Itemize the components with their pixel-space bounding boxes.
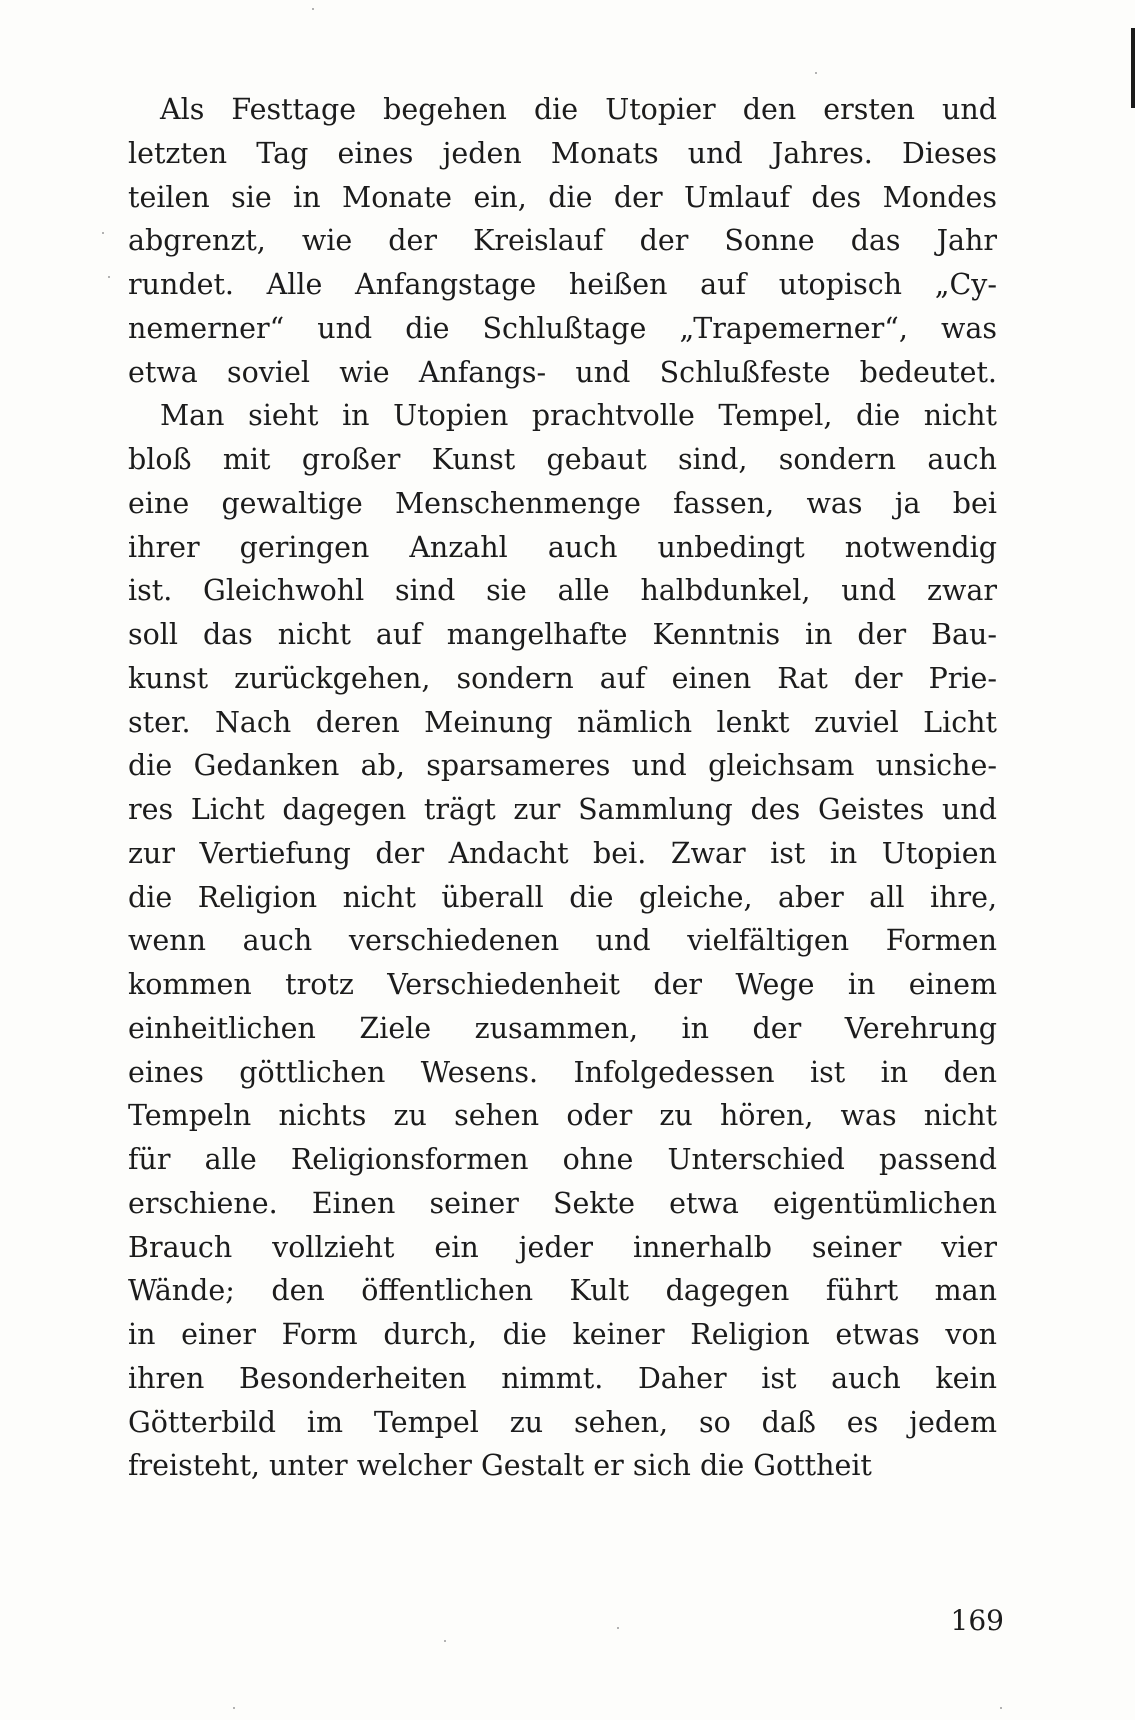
text-line: in einer Form durch, die keiner Religion etwas von [128, 1318, 997, 1351]
text-line: abgrenzt, wie der Kreislauf der Sonne das Jahr [128, 224, 997, 258]
text-line: teilen sie in Monate ein, die der Umlauf des Mondes [128, 180, 997, 214]
text-line: wenn auch verschiedenen und vielfältigen Formen [128, 924, 997, 958]
text-line: eines göttlichen Wesens. Infolgedessen ist in den [128, 1055, 997, 1089]
text-line: etwa soviel wie Anfangs- und Schlußfeste bedeutet. [128, 355, 997, 389]
text-line: für alle Religionsformen ohne Unterschied passend [128, 1143, 997, 1176]
print-speck [617, 1627, 619, 1629]
text-line: ihren Besonderheiten nimmt. Daher ist auch kein [128, 1361, 997, 1395]
body-text [128, 88, 997, 1488]
text-line: die Religion nicht überall die gleiche, aber all ihre, [128, 880, 997, 914]
text-line: Wände; den öffentlichen Kult dagegen führt man [128, 1274, 997, 1308]
text-line: Als Festtage begehen die Utopier den ersten und [160, 93, 997, 126]
page-number: 169 [950, 1604, 1004, 1637]
text-line: eine gewaltige Menschenmenge fassen, was ja bei [128, 486, 997, 520]
text-line: Man sieht in Utopien prachtvolle Tempel, die nicht [160, 399, 997, 433]
text-line: kommen trotz Verschiedenheit der Wege in einem [128, 968, 997, 1001]
text-line: die Gedanken ab, sparsameres und gleichsam unsiche- [128, 749, 997, 783]
text-line: res Licht dagegen trägt zur Sammlung des Geistes und [128, 793, 997, 826]
text-line: bloß mit großer Kunst gebaut sind, sondern auch [128, 443, 997, 476]
text-line: ihrer geringen Anzahl auch unbedingt notwendig [128, 530, 997, 564]
text-line: einheitlichen Ziele zusammen, in der Verehrung [128, 1011, 997, 1045]
text-line: nemerner“ und die Schlußtage „Trapemerner“, was [128, 311, 997, 345]
print-speck [815, 72, 817, 74]
text-line: erschiene. Einen seiner Sekte etwa eigentümlichen [128, 1186, 997, 1220]
text-line: Tempeln nichts zu sehen oder zu hören, was nicht [128, 1099, 997, 1133]
print-speck [312, 8, 314, 10]
text-line: freisteht, unter welcher Gestalt er sich die Gottheit [128, 1449, 872, 1483]
text-line: zur Vertiefung der Andacht bei. Zwar ist in Utopien [128, 836, 997, 870]
text-line: rundet. Alle Anfangstage heißen auf utopisch „Cy- [128, 268, 997, 301]
text-line: letzten Tag eines jeden Monats und Jahres. Dieses [128, 136, 997, 170]
print-speck [444, 1640, 446, 1642]
text-line: Brauch vollzieht ein jeder innerhalb seiner vier [128, 1230, 997, 1264]
print-speck [102, 232, 104, 234]
text-line: soll das nicht auf mangelhafte Kenntnis in der Bau- [128, 618, 997, 651]
text-line: ster. Nach deren Meinung nämlich lenkt zuviel Licht [128, 705, 997, 739]
text-line: kunst zurückgehen, sondern auf einen Rat der Prie- [128, 661, 997, 695]
text-line: Götterbild im Tempel zu sehen, so daß es jedem [128, 1405, 997, 1439]
page-edge-mark [1131, 28, 1135, 108]
text-line: ist. Gleichwohl sind sie alle halbdunkel, und zwar [128, 574, 997, 608]
print-speck [108, 276, 110, 278]
print-speck [233, 1707, 235, 1709]
print-speck [1000, 1707, 1002, 1709]
